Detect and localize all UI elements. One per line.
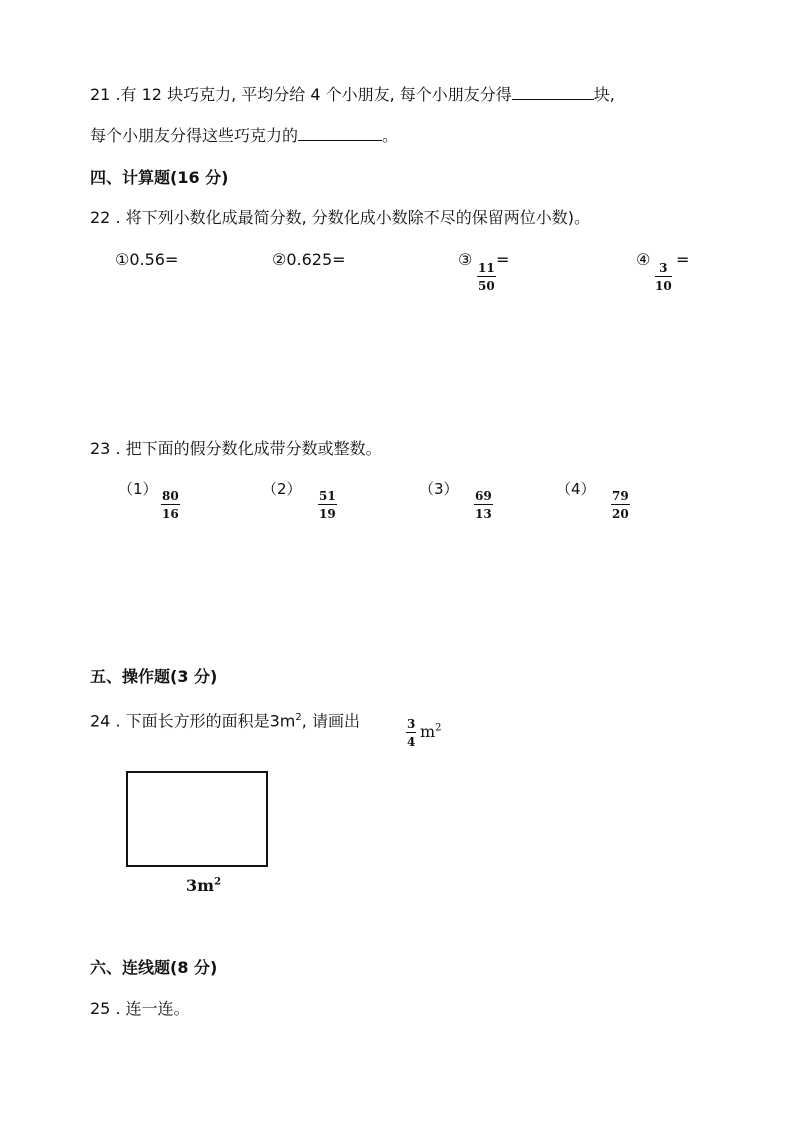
q24-fraction-denominator: 4: [407, 735, 416, 749]
q21-blank-1[interactable]: [512, 85, 594, 100]
q22-item-1: ①0.56=: [115, 250, 179, 269]
q21-line2: [90, 125, 398, 147]
q24-unit: [420, 722, 442, 741]
q23-item-2-denominator: 19: [319, 507, 336, 521]
q22-item-3-denominator: 50: [478, 279, 495, 293]
q21-blank-2[interactable]: [298, 126, 382, 141]
q22-item-3-equals: =: [496, 250, 510, 269]
q21-line2-suffix: 。: [382, 126, 399, 145]
q23-item-1-fraction: [161, 490, 180, 521]
q22-item-4-fraction: [655, 262, 672, 293]
q23-item-4-fraction: [611, 490, 630, 521]
q23-item-4-denominator: 20: [612, 507, 629, 521]
section4-title: 四、计算题(16 分): [90, 168, 229, 187]
q22-item-4-marker: ④: [636, 250, 651, 269]
q24-text-sup: 2: [295, 712, 302, 723]
q23-item-2-fraction: [318, 490, 337, 521]
q21-line2-text: 每个小朋友分得这些巧克力的: [90, 126, 299, 145]
q23-item-3-fraction: [474, 490, 493, 521]
q23-text: 23 . 把下面的假分数化成带分数或整数。: [90, 439, 382, 458]
q23-item-3-label: （3）: [419, 480, 459, 498]
q23-item-4-numerator: 79: [612, 489, 629, 503]
rectangle-area-sup: 2: [214, 876, 222, 888]
q24-text: [90, 707, 360, 732]
q21-line1-text: 21 .有 12 块巧克力, 平均分给 4 个小朋友, 每个小朋友分得: [90, 85, 512, 104]
rectangle-area-value: 3m: [186, 876, 215, 895]
q22-item-4-denominator: 10: [655, 279, 672, 293]
q24-fraction-numerator: 3: [407, 717, 416, 731]
q22-item-3-numerator: 11: [478, 261, 495, 275]
q21-line1-suffix: 块,: [593, 85, 615, 104]
area-rectangle[interactable]: [126, 771, 268, 867]
rectangle-area-label: [186, 876, 221, 895]
q23-item-3-numerator: 69: [475, 489, 492, 503]
q22-item-2: ②0.625=: [272, 250, 346, 269]
q22-item-3-marker: ③: [458, 250, 473, 269]
section5-title: 五、操作题(3 分): [90, 667, 218, 686]
q23-item-1-numerator: 80: [162, 489, 179, 503]
q25-text: 25 . 连一连。: [90, 999, 190, 1018]
q24-fraction: [406, 718, 416, 749]
q23-item-3-denominator: 13: [475, 507, 492, 521]
q21-line1: [90, 84, 615, 106]
q23-item-1-label: （1）: [118, 480, 158, 498]
q23-item-2-numerator: 51: [319, 489, 336, 503]
q22-item-4-numerator: 3: [655, 262, 672, 277]
q23-item-1-denominator: 16: [162, 507, 179, 521]
section6-title: 六、连线题(8 分): [90, 958, 218, 977]
q22-text: 22 . 将下列小数化成最简分数, 分数化成小数除不尽的保留两位小数)。: [90, 208, 591, 227]
q24-unit-base: m: [420, 722, 436, 741]
q23-item-2-label: （2）: [262, 480, 302, 498]
q22-item-4-equals: =: [676, 250, 690, 269]
q22-item-3-fraction: [477, 262, 496, 293]
q24-text-main: 24 . 下面长方形的面积是3m: [90, 711, 296, 731]
q23-item-4-label: （4）: [556, 480, 596, 498]
q24-unit-sup: 2: [435, 722, 442, 734]
q24-text-tail: , 请画出: [301, 711, 360, 731]
